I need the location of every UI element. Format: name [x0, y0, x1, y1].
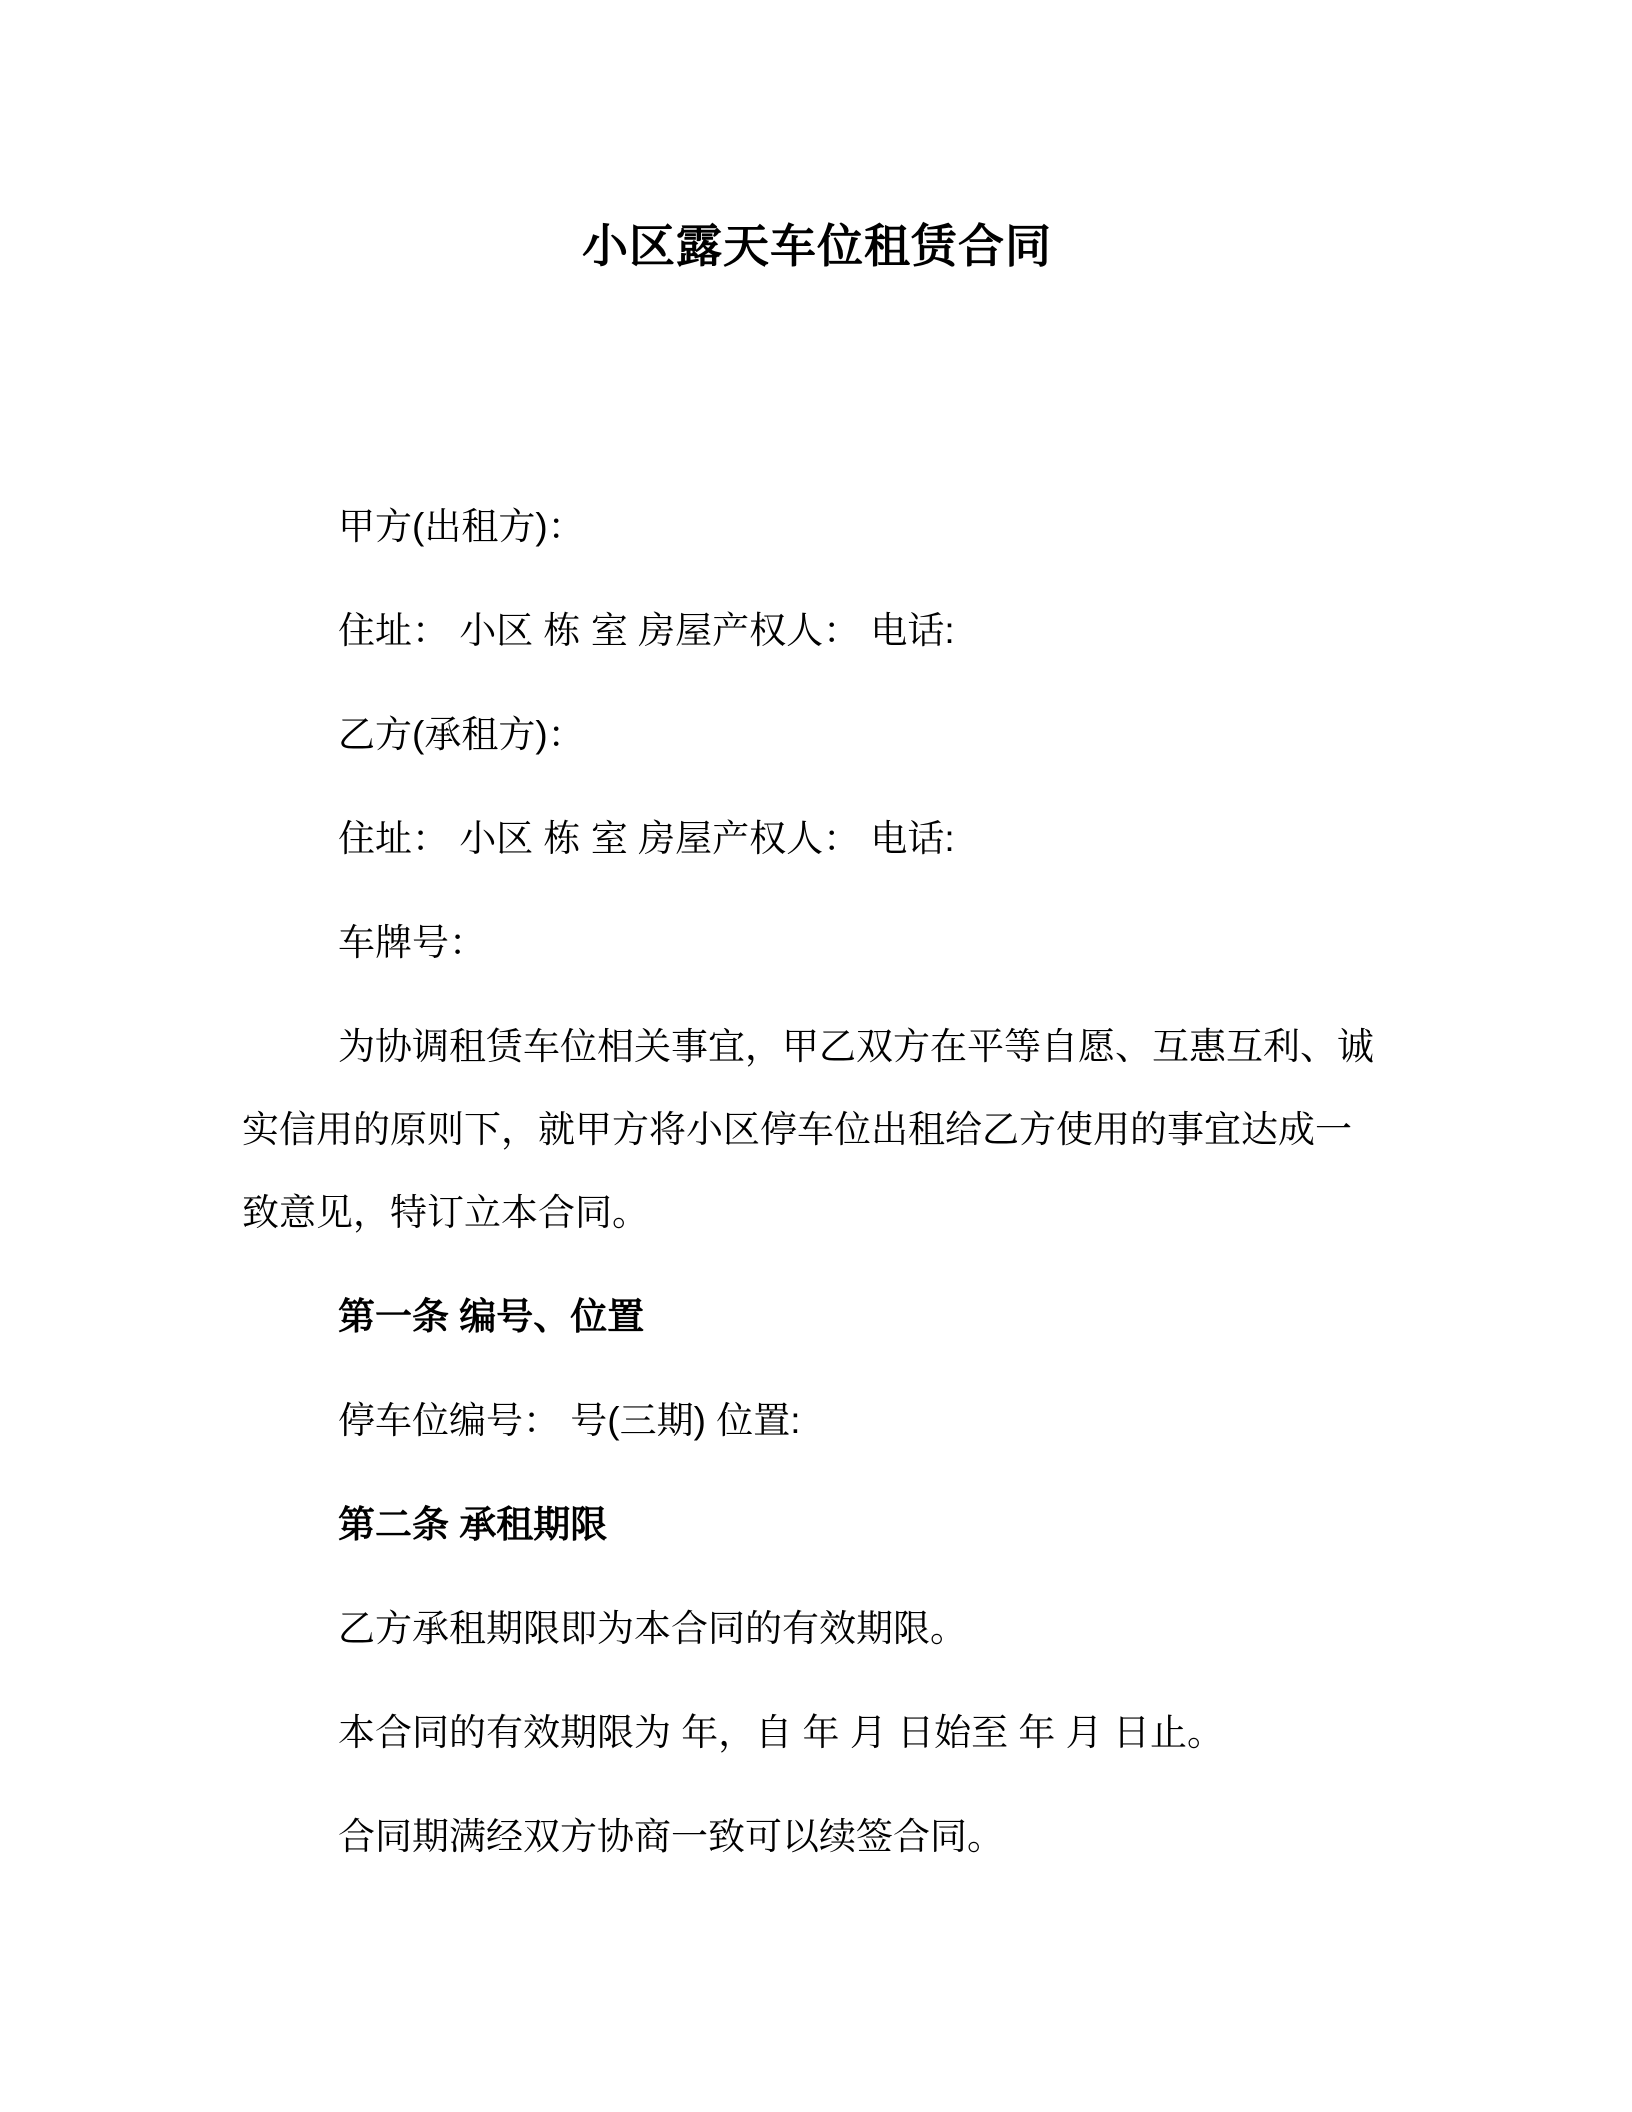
- preamble-line: 为协调租赁车位相关事宜，甲乙双方在平等自愿、互惠互利、诚: [338, 1026, 1374, 1067]
- preamble-line: 实信用的原则下，就甲方将小区停车位出租给乙方使用的事宜达成一: [242, 1109, 1352, 1150]
- party-b-label: 乙方(承租方)：: [338, 714, 585, 755]
- clause-2-renewal-line: 合同期满经双方协商一致可以续签合同。: [338, 1816, 1004, 1857]
- preamble-paragraph: [242, 1005, 1392, 1254]
- clause-1-heading: 第一条 编号、位置: [338, 1296, 645, 1337]
- plate-number-label: 车牌号：: [338, 922, 486, 963]
- party-b-address-line: 住址： 小区 栋 室 房屋产权人： 电话:: [338, 818, 955, 859]
- party-a-address-line: 住址： 小区 栋 室 房屋产权人： 电话:: [338, 610, 955, 651]
- clause-1-parking-spot-line: 停车位编号： 号(三期) 位置:: [338, 1400, 801, 1441]
- clause-2-term-line: 乙方承租期限即为本合同的有效期限。: [338, 1608, 967, 1649]
- clause-2-heading: 第二条 承租期限: [338, 1504, 608, 1545]
- document-title: 小区露天车位租赁合同: [582, 220, 1052, 272]
- clause-2-validity-line: 本合同的有效期限为 年，自 年 月 日始至 年 月 日止。: [338, 1712, 1224, 1753]
- party-a-label: 甲方(出租方)：: [338, 506, 585, 547]
- preamble-line: 致意见，特订立本合同。: [242, 1192, 649, 1233]
